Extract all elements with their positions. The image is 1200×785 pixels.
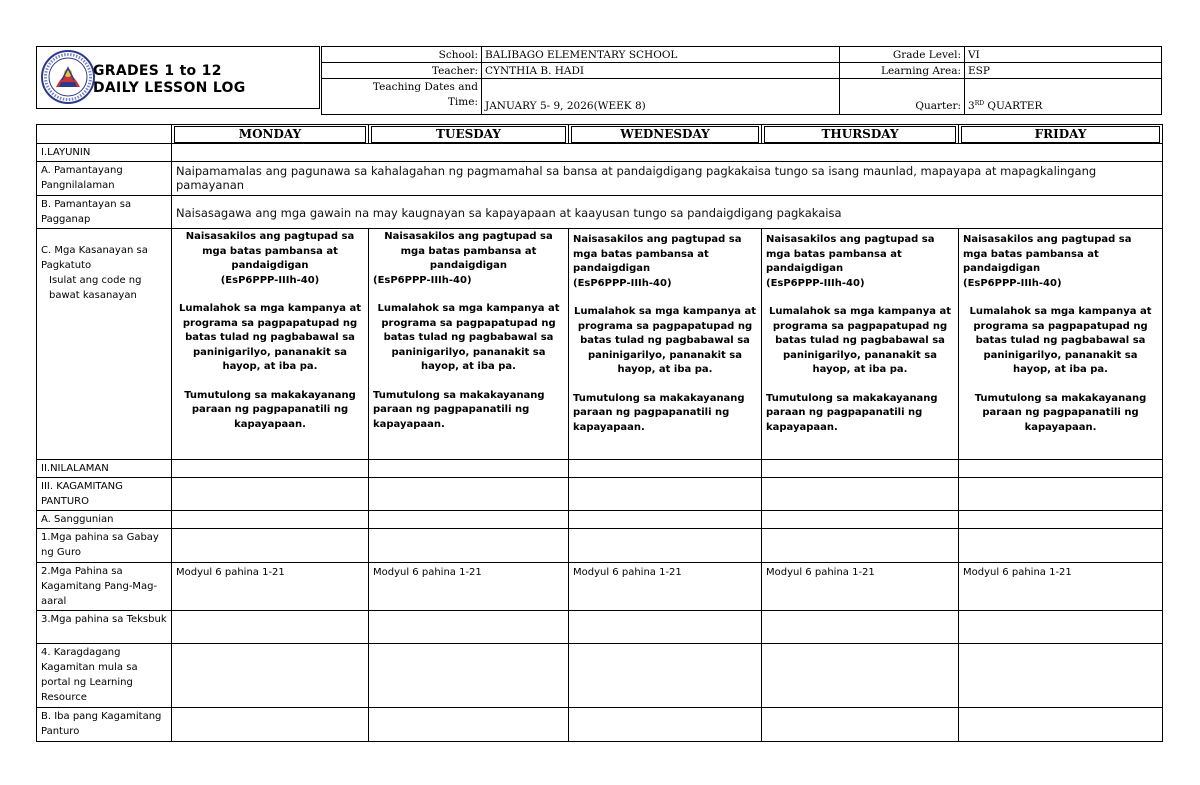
competency-wednesday-code: (EsP6PPP-IIIh-40) bbox=[573, 277, 672, 289]
lesson-log-table bbox=[36, 124, 1163, 742]
competency-wednesday-line3: Tumutulong sa makakayanang paraan ng pagpapanatili ng kapayapaan. bbox=[573, 392, 745, 433]
quarter-suffix: RD bbox=[974, 100, 985, 107]
learning-area-value: ESP bbox=[965, 63, 1162, 79]
kagamitang-panturo-wednesday bbox=[569, 478, 762, 511]
karagdagang-monday bbox=[172, 644, 369, 708]
teksbuk-thursday bbox=[762, 611, 959, 644]
nilalaman-row bbox=[37, 460, 1163, 478]
day-header-wednesday bbox=[569, 125, 762, 144]
nilalaman-wednesday bbox=[569, 460, 762, 478]
modyul-ref-monday: Modyul 6 pahina 1-21 bbox=[172, 563, 369, 611]
nilalaman-monday bbox=[172, 460, 369, 478]
competency-thursday-code: (EsP6PPP-IIIh-40) bbox=[766, 277, 865, 289]
kagamitang-panturo-row bbox=[37, 478, 1163, 511]
form-title-line2: DAILY LESSON LOG bbox=[93, 80, 246, 96]
school-label: School: bbox=[322, 47, 482, 63]
competency-wednesday-line2: Lumalahok sa mga kampanya at programa sa pagpapatupad ng batas tulad ng pagbabawal sa paninigarilyo, pananakit sa hayop, at iba pa. bbox=[573, 306, 757, 375]
teacher-value: CYNTHIA B. HADI bbox=[482, 63, 840, 79]
kasanayan-row bbox=[37, 229, 1163, 460]
nilalaman-friday bbox=[959, 460, 1163, 478]
teaching-dates-label bbox=[322, 79, 482, 115]
pamantayang-pangnilalaman-row bbox=[37, 162, 1163, 196]
gabay-guro-tuesday bbox=[369, 529, 569, 563]
teacher-label: Teacher: bbox=[322, 63, 482, 79]
iba-pang-label: B. Iba pang Kagamitang Panturo bbox=[37, 708, 172, 742]
header-info-table bbox=[321, 46, 1162, 115]
day-label-wednesday: WEDNESDAY bbox=[571, 126, 759, 143]
teksbuk-friday bbox=[959, 611, 1163, 644]
day-label-monday: MONDAY bbox=[174, 126, 366, 143]
teksbuk-tuesday bbox=[369, 611, 569, 644]
teaching-dates-label-line2: Time: bbox=[447, 96, 478, 108]
layunin-span bbox=[172, 144, 1163, 162]
kagamitang-panturo-monday bbox=[172, 478, 369, 511]
iba-pang-tuesday bbox=[369, 708, 569, 742]
day-header-row bbox=[37, 125, 1163, 144]
teksbuk-label: 3.Mga pahina sa Teksbuk bbox=[37, 611, 172, 644]
iba-pang-wednesday bbox=[569, 708, 762, 742]
modyul-ref-thursday: Modyul 6 pahina 1-21 bbox=[762, 563, 959, 611]
gabay-guro-wednesday bbox=[569, 529, 762, 563]
pamantayang-pangnilalaman-label: A. Pamantayang Pangnilalaman bbox=[37, 162, 172, 196]
karagdagang-row bbox=[37, 644, 1163, 708]
gabay-guro-friday bbox=[959, 529, 1163, 563]
karagdagang-thursday bbox=[762, 644, 959, 708]
kagamitang-mag-aaral-label: 2.Mga Pahina sa Kagamitang Pang-Mag-aaral bbox=[37, 563, 172, 611]
competency-friday-line1: Naisasakilos ang pagtupad sa mga batas pambansa at pandaigdigan bbox=[963, 234, 1132, 274]
competency-thursday-line2: Lumalahok sa mga kampanya at programa sa pagpapatupad ng batas tulad ng pagbabawal sa paninigarilyo, pananakit sa hayop, at iba pa. bbox=[768, 306, 952, 375]
gabay-guro-row bbox=[37, 529, 1163, 563]
grade-level-label: Grade Level: bbox=[840, 47, 965, 63]
teksbuk-monday bbox=[172, 611, 369, 644]
form-title-line1: GRADES 1 to 12 bbox=[93, 63, 222, 79]
competency-friday-code: (EsP6PPP-IIIh-40) bbox=[963, 277, 1062, 289]
competency-thursday-line1: Naisasakilos ang pagtupad sa mga batas pambansa at pandaigdigan bbox=[766, 234, 935, 274]
teksbuk-wednesday bbox=[569, 611, 762, 644]
karagdagang-wednesday bbox=[569, 644, 762, 708]
gabay-guro-thursday bbox=[762, 529, 959, 563]
sanggunian-thursday bbox=[762, 511, 959, 529]
corner-cell bbox=[37, 125, 172, 144]
nilalaman-label: II.NILALAMAN bbox=[37, 460, 172, 478]
pamantayan-pagganap-row bbox=[37, 196, 1163, 229]
karagdagang-tuesday bbox=[369, 644, 569, 708]
karagdagang-label: 4. Karagdagang Kagamitan mula sa portal ng Learning Resource bbox=[37, 644, 172, 708]
school-value: BALIBAGO ELEMENTARY SCHOOL bbox=[482, 47, 840, 63]
title-block bbox=[36, 46, 320, 109]
grade-level-value: VI bbox=[965, 47, 1162, 63]
sanggunian-row bbox=[37, 511, 1163, 529]
iba-pang-thursday bbox=[762, 708, 959, 742]
day-header-monday bbox=[172, 125, 369, 144]
modyul-ref-wednesday: Modyul 6 pahina 1-21 bbox=[569, 563, 762, 611]
teksbuk-row bbox=[37, 611, 1163, 644]
competency-monday-line1: Naisasakilos ang pagtupad sa mga batas pambansa at pandaigdigan bbox=[185, 231, 355, 271]
kagamitang-panturo-thursday bbox=[762, 478, 959, 511]
competency-monday-line2: Lumalahok sa mga kampanya at programa sa pagpapatupad ng batas tulad ng pagbabawal sa paninigarilyo, pananakit sa hayop, at iba pa. bbox=[178, 303, 362, 372]
competency-friday bbox=[959, 229, 1163, 460]
day-label-friday: FRIDAY bbox=[961, 126, 1160, 143]
nilalaman-tuesday bbox=[369, 460, 569, 478]
competency-friday-line3: Tumutulong sa makakayanang paraan ng pagpapanatili ng kapayapaan. bbox=[974, 392, 1147, 433]
teaching-dates-value: JANUARY 5- 9, 2026(WEEK 8) bbox=[482, 79, 840, 115]
learning-area-label: Learning Area: bbox=[840, 63, 965, 79]
pamantayan-pagganap-text: Naisasagawa ang mga gawain na may kaugnayan sa kapayapaan at kaayusan tungo sa pandaigdigang pagkakaisa bbox=[172, 196, 1163, 229]
sanggunian-tuesday bbox=[369, 511, 569, 529]
competency-monday-code: (EsP6PPP-IIIh-40) bbox=[220, 274, 320, 286]
modyul-ref-tuesday: Modyul 6 pahina 1-21 bbox=[369, 563, 569, 611]
modyul-ref-friday: Modyul 6 pahina 1-21 bbox=[959, 563, 1163, 611]
sanggunian-label: A. Sanggunian bbox=[37, 511, 172, 529]
pamantayang-pangnilalaman-text: Naipamamalas ang pagunawa sa kahalagahan ng pagmamahal sa bansa at pandaigdigang pagkakaisa tungo sa isang maunlad, mapayapa at mapagkalingang pamayanan bbox=[172, 162, 1163, 196]
competency-thursday bbox=[762, 229, 959, 460]
gabay-guro-monday bbox=[172, 529, 369, 563]
competency-tuesday-line2: Lumalahok sa mga kampanya at programa sa pagpapatupad ng batas tulad ng pagbabawal sa paninigarilyo, pananakit sa hayop, at iba pa. bbox=[377, 303, 560, 372]
kagamitang-panturo-label: III. KAGAMITANG PANTURO bbox=[37, 478, 172, 511]
quarter-label: Quarter: bbox=[840, 79, 965, 115]
quarter-value bbox=[965, 79, 1162, 115]
layunin-row bbox=[37, 144, 1163, 162]
pamantayan-pagganap-label: B. Pamantayan sa Pagganap bbox=[37, 196, 172, 229]
competency-wednesday bbox=[569, 229, 762, 460]
competency-tuesday-line1: Naisasakilos ang pagtupad sa mga batas pambansa at pandaigdigan bbox=[384, 231, 553, 271]
day-header-friday bbox=[959, 125, 1163, 144]
competency-tuesday-code: (EsP6PPP-IIIh-40) bbox=[373, 274, 472, 286]
teaching-dates-label-line1: Teaching Dates and bbox=[372, 81, 478, 93]
form-title bbox=[93, 63, 246, 97]
day-header-tuesday bbox=[369, 125, 569, 144]
competency-tuesday bbox=[369, 229, 569, 460]
day-header-thursday bbox=[762, 125, 959, 144]
kagamitang-panturo-friday bbox=[959, 478, 1163, 511]
competency-tuesday-line3: Tumutulong sa makakayanang paraan ng pagpapanatili ng kapayapaan. bbox=[373, 389, 545, 430]
kagamitang-panturo-tuesday bbox=[369, 478, 569, 511]
sanggunian-wednesday bbox=[569, 511, 762, 529]
sanggunian-monday bbox=[172, 511, 369, 529]
competency-wednesday-line1: Naisasakilos ang pagtupad sa mga batas pambansa at pandaigdigan bbox=[573, 234, 742, 274]
kasanayan-label: C. Mga Kasanayan sa Pagkatuto bbox=[41, 245, 148, 271]
kasanayan-label-cell bbox=[37, 229, 172, 460]
iba-pang-monday bbox=[172, 708, 369, 742]
quarter-word: QUARTER bbox=[987, 100, 1043, 112]
kasanayan-note: Isulat ang code ng bawat kasanayan bbox=[49, 275, 142, 301]
competency-thursday-line3: Tumutulong sa makakayanang paraan ng pagpapanatili ng kapayapaan. bbox=[766, 392, 938, 433]
karagdagang-friday bbox=[959, 644, 1163, 708]
nilalaman-thursday bbox=[762, 460, 959, 478]
competency-monday-line3: Tumutulong sa makakayanang paraan ng pagpapanatili ng kapayapaan. bbox=[184, 389, 356, 430]
day-label-tuesday: TUESDAY bbox=[371, 126, 566, 143]
iba-pang-row bbox=[37, 708, 1163, 742]
kagamitang-mag-aaral-row bbox=[37, 563, 1163, 611]
deped-seal-icon bbox=[40, 49, 96, 105]
quarter-number: 3 bbox=[968, 100, 975, 112]
layunin-label: I.LAYUNIN bbox=[37, 144, 172, 162]
competency-friday-line2: Lumalahok sa mga kampanya at programa sa pagpapatupad ng batas tulad ng pagbabawal sa paninigarilyo, pananakit sa hayop, at iba pa. bbox=[969, 306, 1152, 375]
iba-pang-friday bbox=[959, 708, 1163, 742]
day-label-thursday: THURSDAY bbox=[764, 126, 956, 143]
competency-monday bbox=[172, 229, 369, 460]
gabay-guro-label: 1.Mga pahina sa Gabay ng Guro bbox=[37, 529, 172, 563]
sanggunian-friday bbox=[959, 511, 1163, 529]
